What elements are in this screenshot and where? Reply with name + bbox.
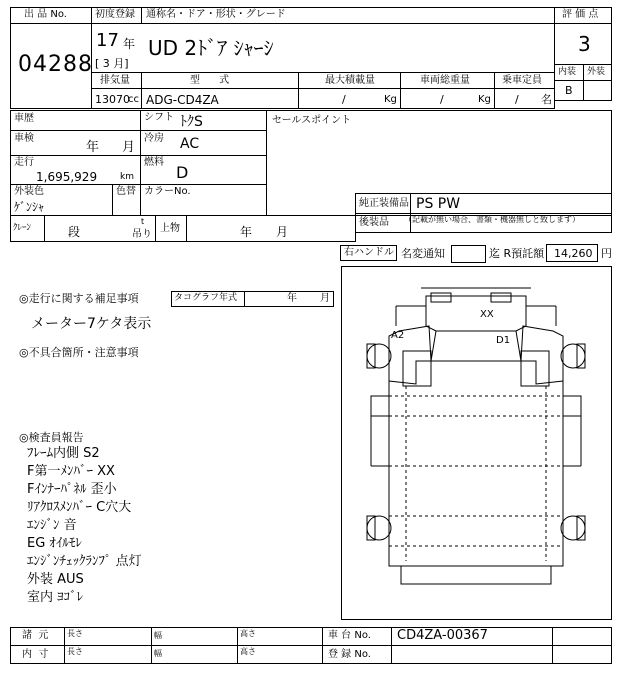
- crane-stage-unit: 段: [68, 225, 81, 239]
- max-load-label: 最大積載量: [325, 75, 375, 86]
- displacement: 13070: [95, 93, 130, 106]
- yen: 円: [601, 247, 612, 260]
- model: ADG-CD4ZA: [146, 93, 219, 107]
- tacho-year-unit: 年: [287, 293, 297, 304]
- inspector-item: 外装 AUS: [27, 572, 84, 587]
- height-label: 高さ: [240, 629, 256, 638]
- genuine-label: 純正装備品: [359, 198, 409, 209]
- reg-month: [ 3 月]: [95, 57, 129, 70]
- fuel-label: 燃料: [144, 157, 164, 168]
- displacement-label: 排気量: [100, 75, 130, 86]
- history-label: 車歴: [14, 113, 34, 124]
- defect-label: ◎不具合箇所・注意事項: [19, 346, 139, 359]
- step-right-shape: [563, 396, 581, 416]
- tachograph-label: タコグラフ年式: [174, 293, 238, 303]
- aftermarket-note: （記載が無い場合、書類・機器無しと致します）: [404, 215, 580, 224]
- grade-label: 評 価 点: [562, 9, 599, 20]
- crane-ton-label: t: [141, 217, 145, 226]
- mark-a2: A2: [391, 330, 405, 341]
- crane-box: [10, 215, 356, 242]
- inspector-item: ﾘｱｸﾛｽﾒﾝﾊﾞｰ C穴大: [27, 500, 132, 515]
- wheel-front-right-shape: [561, 344, 585, 368]
- supplement-label: ◎走行に関する補足事項: [19, 292, 139, 305]
- upper-year-unit: 年: [240, 225, 253, 239]
- ac: AC: [180, 136, 200, 152]
- recycle-fee: 14,260: [554, 247, 593, 260]
- wheel-front-left-shape: [367, 344, 391, 368]
- mirror-left-shape: [431, 293, 451, 302]
- name-label: 通称名・ドア・形状・グレード: [146, 9, 286, 20]
- chassis-label: 車 台 No.: [328, 630, 371, 641]
- grade: 3: [578, 32, 591, 56]
- exterior-label: 外装: [587, 67, 606, 77]
- lot-no-label: 出 品 No.: [24, 9, 67, 20]
- inspection-year-unit: 年: [86, 140, 100, 155]
- door-right-shape: [521, 351, 549, 386]
- color-no-label: 色替: [116, 186, 136, 197]
- interior-grade: B: [565, 84, 573, 97]
- selling-points-label: セールスポイント: [272, 115, 352, 126]
- upper-label: 上物: [160, 223, 180, 234]
- interior-label: 内装: [558, 67, 577, 77]
- ac-label: 冷房: [144, 133, 164, 144]
- rear-bumper-shape: [401, 566, 551, 584]
- length-label-2: 長さ: [67, 647, 83, 656]
- step-left-shape: [371, 396, 389, 416]
- interior-dim-label: 内 寸: [22, 649, 49, 660]
- mark-xx: XX: [480, 309, 494, 320]
- model-label: 型 式: [190, 75, 230, 86]
- door-left-shape: [403, 351, 431, 386]
- inspector-item: ｴﾝｼﾞﾝﾁｪｯｸﾗﾝﾌﾟ 点灯: [27, 554, 142, 569]
- exterior-color: ｹﾞﾝｼｬ: [14, 200, 45, 214]
- mileage-label: 走行: [14, 157, 34, 168]
- gross-weight-sep: /: [440, 93, 444, 106]
- genuine: PS PW: [416, 196, 461, 212]
- crane-hoist-label: 吊り: [132, 229, 152, 240]
- lot-no: 04288: [18, 52, 93, 77]
- inspector-item: ｴﾝｼﾞﾝ 音: [27, 518, 77, 533]
- tacho-month-unit: 月: [320, 293, 330, 304]
- mileage: 1,695,929: [36, 170, 98, 184]
- capacity-sep: /: [515, 93, 519, 106]
- reg-label: 登 録 No.: [328, 649, 371, 660]
- fuel: D: [176, 163, 189, 182]
- inspection-label: 車検: [14, 133, 34, 144]
- exterior-color-label: 外装色: [14, 186, 44, 197]
- inspector-item: EG ｵｲﾙﾓﾚ: [27, 536, 82, 551]
- right-hand: 右ハンドル: [344, 247, 394, 258]
- chassis-no: CD4ZA-00367: [397, 628, 488, 643]
- truck-diagram: [341, 266, 612, 620]
- capacity-label: 乗車定員: [502, 75, 542, 86]
- width-label-2: 幅: [154, 649, 162, 658]
- first-reg-label: 初度登録: [95, 9, 135, 20]
- name-change-box: [451, 245, 486, 263]
- inspector-item: ﾌﾚｰﾑ内側 S2: [27, 446, 100, 461]
- max-load-unit: Kg: [384, 94, 397, 105]
- wheel-rear-right-shape: [561, 516, 585, 540]
- mirror-right-shape: [491, 293, 511, 302]
- name-change-label: 名変通知: [401, 247, 445, 260]
- capacity-unit: 名: [541, 93, 552, 106]
- displacement-unit: cc: [128, 94, 139, 105]
- meter-note: メーター7ケタ表示: [31, 316, 152, 332]
- width-label: 幅: [154, 631, 162, 640]
- inspection-month-unit: 月: [122, 140, 136, 155]
- inspector-item: Fｲﾝﾅｰﾊﾟﾈﾙ 歪小: [27, 482, 117, 497]
- max-load-sep: /: [342, 93, 346, 106]
- inspector-item: F第一ﾒﾝﾊﾞｰ XX: [27, 464, 115, 479]
- inspector-item: 室内 ﾖｺﾞﾚ: [27, 590, 84, 605]
- reg-year-unit: 年: [123, 37, 136, 51]
- upper-month-unit: 月: [276, 225, 289, 239]
- car-name: UD 2ﾄﾞｱ ｼｬｰｼ: [148, 36, 274, 60]
- height-label-2: 高さ: [240, 647, 256, 656]
- crane-label: ｸﾚｰﾝ: [13, 223, 32, 233]
- inspector-label: ◎検査員報告: [19, 431, 84, 444]
- size-label: 諸 元: [22, 630, 49, 641]
- cab-right-side-shape: [521, 326, 563, 384]
- length-label: 長さ: [67, 629, 83, 638]
- mileage-unit: km: [120, 172, 134, 182]
- reg-year: 17: [96, 30, 119, 51]
- color-code-label: カラーNo.: [144, 186, 191, 197]
- shift-label: シフト: [144, 112, 174, 123]
- gross-weight-unit: Kg: [478, 94, 491, 105]
- mark-d1: D1: [496, 335, 511, 346]
- shift: ﾄｸS: [180, 114, 203, 130]
- odometer-note: 迄 R預託額: [489, 247, 545, 260]
- gross-weight-label: 車両総重量: [420, 75, 470, 86]
- aftermarket-label: 後装品: [359, 217, 389, 228]
- wheel-rear-left-shape: [367, 516, 391, 540]
